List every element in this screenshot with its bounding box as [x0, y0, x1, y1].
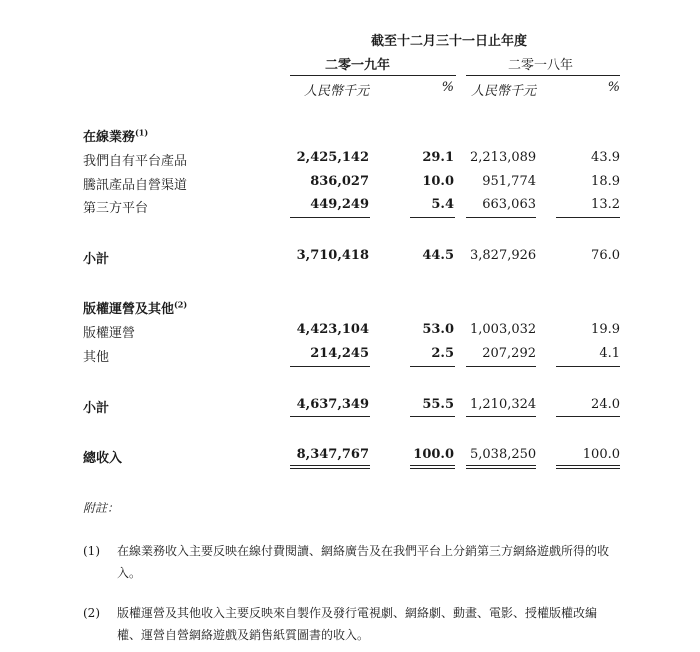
rule — [556, 217, 620, 218]
online-subtotal-v2019: 3,710,418 — [296, 248, 369, 263]
online-row-v2018: 2,213,089 — [470, 150, 537, 165]
note-number: (2) — [83, 606, 100, 620]
note-number: (1) — [83, 544, 100, 558]
unit-2019-header: 人民幣千元 — [303, 84, 369, 99]
unit-2018-header: 人民幣千元 — [470, 84, 536, 99]
double-rule — [290, 465, 370, 469]
online-title-text: 在線業務 — [83, 130, 136, 145]
copyright-row-label: 其他 — [83, 350, 110, 365]
rule — [556, 416, 620, 417]
double-rule — [466, 465, 536, 469]
note-text — [117, 602, 597, 646]
rule — [410, 416, 455, 417]
copyright-row-v2018: 1,003,032 — [470, 322, 537, 337]
rule — [290, 217, 370, 218]
online-row-label: 第三方平台 — [83, 201, 149, 216]
pct-2018-header: % — [607, 80, 620, 95]
online-title-note: (1) — [135, 127, 149, 138]
online-row-p2019: 29.1 — [422, 150, 454, 165]
note-text — [117, 540, 609, 584]
rule — [466, 416, 536, 417]
copyright-subtotal-v2018: 1,210,324 — [470, 397, 537, 412]
online-row-label: 我們自有平台產品 — [83, 154, 188, 169]
online-row-p2019: 10.0 — [422, 174, 454, 189]
note-line: 在線業務收入主要反映在線付費閱讀、網絡廣告及在我們平台上分銷第三方網絡遊戲所得的收 — [117, 544, 610, 558]
double-rule — [410, 465, 455, 469]
copyright-row-p2019: 53.0 — [422, 322, 454, 337]
copyright-row-p2019: 2.5 — [431, 346, 454, 361]
copyright-subtotal-label: 小計 — [83, 401, 110, 416]
rule — [290, 416, 370, 417]
note-line: 權、運營自營網絡遊戲及銷售紙質圖書的收入。 — [117, 628, 370, 642]
year-2018-header: 二零一八年 — [508, 58, 574, 73]
copyright-row-v2018: 207,292 — [482, 346, 536, 361]
copyright-row-v2019: 214,245 — [310, 346, 369, 361]
total-p2019: 100.0 — [413, 447, 454, 462]
online-row-p2018: 13.2 — [591, 197, 620, 212]
online-row-v2019: 836,027 — [310, 174, 369, 189]
copyright-title-text: 版權運營及其他 — [83, 302, 175, 317]
online-section-title — [83, 126, 148, 145]
copyright-section-title — [83, 298, 187, 317]
year-2018-rule — [466, 75, 620, 76]
copyright-row-label: 版權運營 — [83, 326, 136, 341]
double-rule — [556, 465, 620, 469]
rule — [410, 366, 455, 367]
note-line: 版權運營及其他收入主要反映來自製作及發行電視劇、網絡劇、動畫、電影、授權版權改編 — [117, 606, 598, 620]
rule — [466, 217, 536, 218]
online-row-p2018: 18.9 — [591, 174, 620, 189]
total-v2019: 8,347,767 — [296, 447, 369, 462]
copyright-row-p2018: 19.9 — [591, 322, 620, 337]
online-subtotal-label: 小計 — [83, 252, 110, 267]
copyright-row-p2018: 4.1 — [599, 346, 620, 361]
period-header: 截至十二月三十一日止年度 — [371, 34, 528, 49]
online-row-v2018: 663,063 — [482, 197, 536, 212]
total-v2018: 5,038,250 — [470, 447, 537, 462]
copyright-title-note: (2) — [174, 299, 188, 310]
online-row-v2018: 951,774 — [482, 174, 536, 189]
total-label: 總收入 — [83, 451, 123, 466]
rule — [556, 366, 620, 367]
online-subtotal-p2018: 76.0 — [591, 248, 620, 263]
online-subtotal-v2018: 3,827,926 — [470, 248, 537, 263]
total-p2018: 100.0 — [582, 447, 620, 462]
online-row-v2019: 2,425,142 — [296, 150, 369, 165]
online-row-p2018: 43.9 — [591, 150, 620, 165]
online-row-v2019: 449,249 — [310, 197, 369, 212]
pct-2019-header: % — [441, 80, 454, 95]
copyright-subtotal-v2019: 4,637,349 — [296, 397, 369, 412]
year-2019-rule — [290, 75, 456, 76]
copyright-subtotal-p2019: 55.5 — [422, 397, 454, 412]
note-line: 入。 — [117, 566, 142, 580]
year-2019-header: 二零一九年 — [325, 58, 391, 73]
online-subtotal-p2019: 44.5 — [422, 248, 454, 263]
rule — [466, 366, 536, 367]
copyright-row-v2019: 4,423,104 — [296, 322, 369, 337]
online-row-p2019: 5.4 — [431, 197, 454, 212]
rule — [410, 217, 455, 218]
rule — [290, 366, 370, 367]
online-row-label: 騰訊產品自營渠道 — [83, 178, 188, 193]
notes-heading: 附註： — [83, 501, 120, 515]
copyright-subtotal-p2018: 24.0 — [591, 397, 620, 412]
